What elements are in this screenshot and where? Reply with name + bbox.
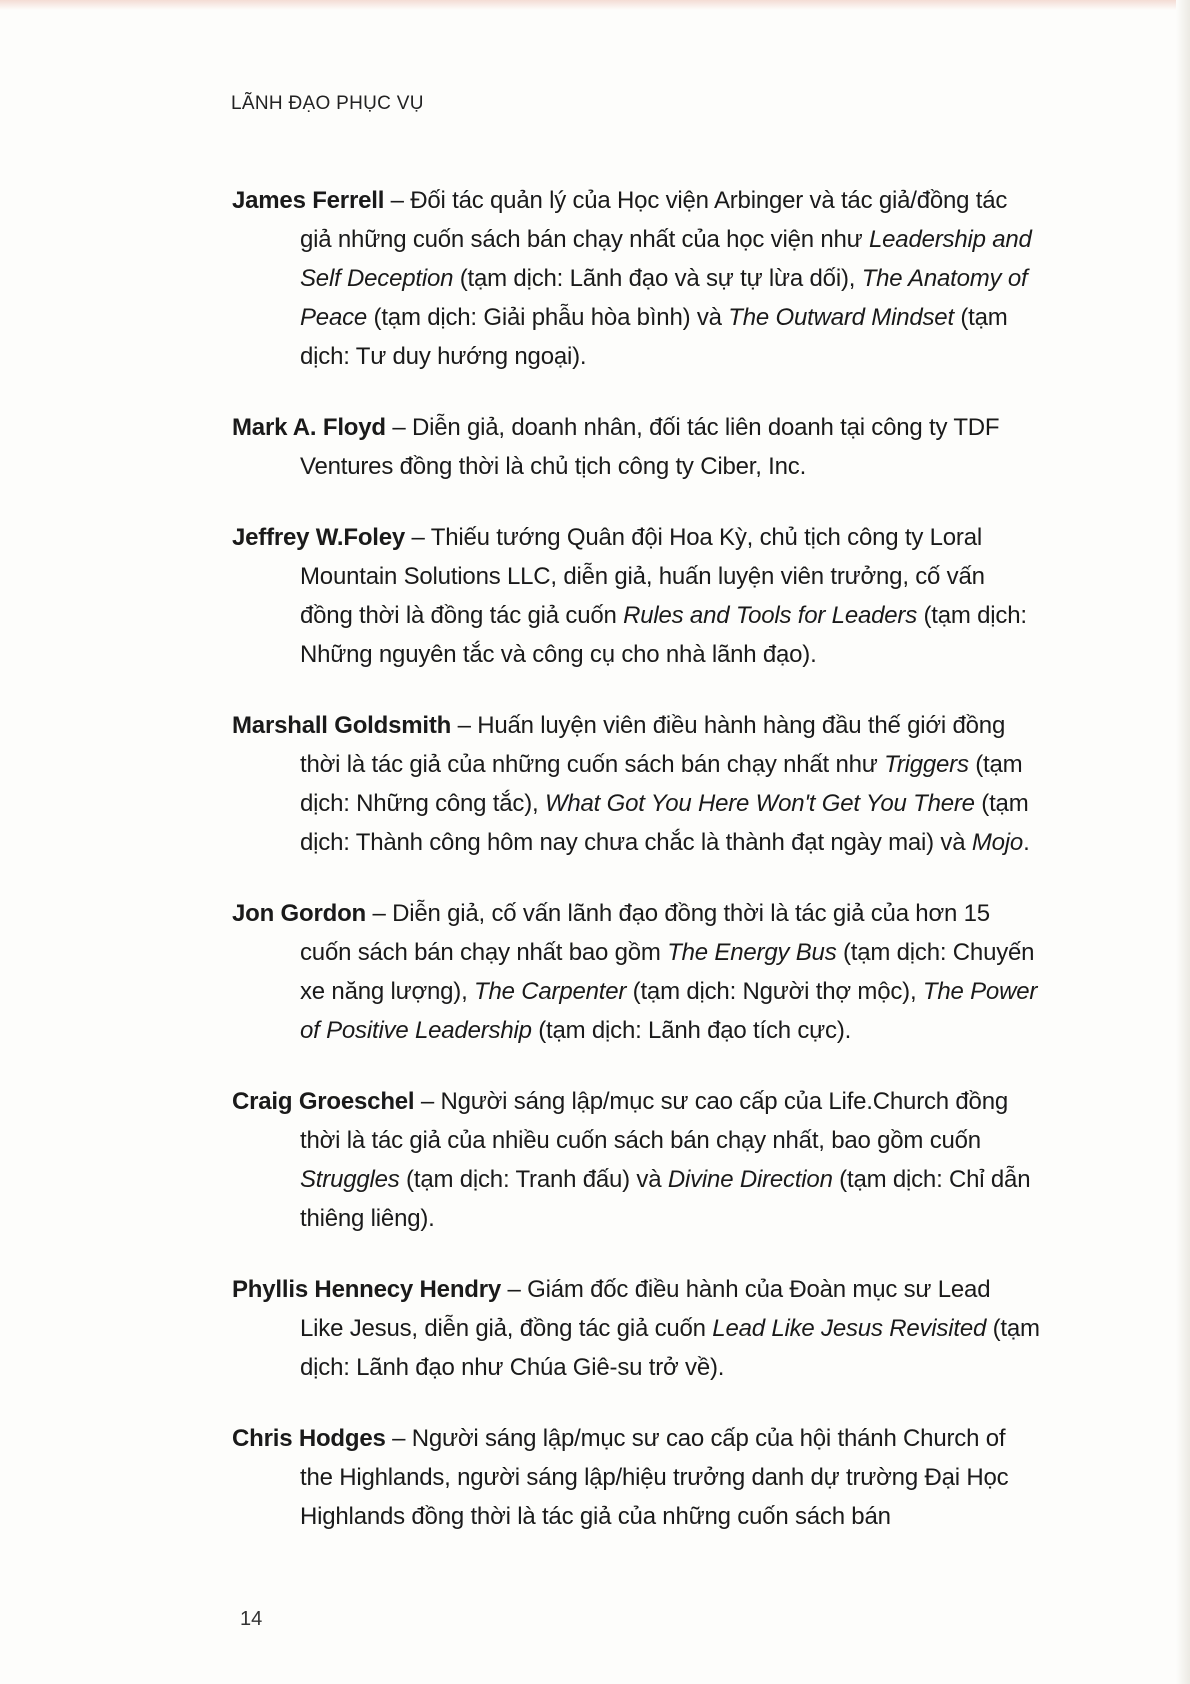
- running-header: LÃNH ĐẠO PHỤC VỤ: [231, 93, 424, 114]
- contributor-entry: James Ferrell – Đối tác quản lý của Học viện Arbinger và tác giả/đồng tác giả những cuốn sách bán chạy nhất của học viện như Leadership and Self Deception (tạm dịch: Lãnh đạo và sự tự lừa dối), The Anatomy of Peace (tạm dịch: Giải phẫu hòa bình) và The Outward Mindset (tạm dịch: Tư duy hướng ngoại).: [232, 187, 1032, 370]
- contributor-entry: Jon Gordon – Diễn giả, cố vấn lãnh đạo đồng thời là tác giả của hơn 15 cuốn sách bán chạy nhất bao gồm The Energy Bus (tạm dịch: Chuyến xe năng lượng), The Carpenter (tạm dịch: Người thợ mộc), The Power of Positive Leadership (tạm dịch: Lãnh đạo tích cực).: [232, 900, 1038, 1044]
- book-title: The Carpenter: [474, 978, 627, 1005]
- contributor-entry: Mark A. Floyd – Diễn giả, doanh nhân, đối tác liên doanh tại công ty TDF Ventures đồng thời là chủ tịch công ty Ciber, Inc.: [232, 414, 1000, 480]
- page-right-edge: [1176, 0, 1190, 1684]
- page-top-edge: [0, 0, 1190, 10]
- contributor-name: Craig Groeschel: [232, 1088, 415, 1115]
- contributor-entry: Chris Hodges – Người sáng lập/mục sư cao cấp của hội thánh Church of the Highlands, người sáng lập/hiệu trưởng danh dự trường Đại Học Highlands đồng thời là tác giả của những cuốn sách bán: [232, 1425, 1009, 1530]
- book-title: What Got You Here Won't Get You There: [544, 790, 975, 817]
- book-title: The Anatomy of Peace: [300, 265, 1028, 331]
- contributor-name: Jon Gordon: [232, 900, 366, 927]
- contributor-name: Marshall Goldsmith: [232, 712, 452, 739]
- book-title: The Outward Mindset: [728, 304, 954, 331]
- page-number: 14: [240, 1608, 263, 1630]
- contributor-entry: Phyllis Hennecy Hendry – Giám đốc điều hành của Đoàn mục sư Lead Like Jesus, diễn giả, đồng tác giả cuốn Lead Like Jesus Revisited (tạm dịch: Lãnh đạo như Chúa Giê-su trở về).: [232, 1276, 1040, 1381]
- contributor-name: Phyllis Hennecy Hendry: [232, 1276, 502, 1303]
- contributor-name: Mark A. Floyd: [232, 414, 386, 441]
- contributor-entry: Jeffrey W.Foley – Thiếu tướng Quân đội Hoa Kỳ, chủ tịch công ty Loral Mountain Solutions LLC, diễn giả, huấn luyện viên trưởng, cố vấn đồng thời là đồng tác giả cuốn Rules and Tools for Leaders (tạm dịch: Những nguyên tắc và công cụ cho nhà lãnh đạo).: [232, 524, 1027, 668]
- contributor-entry: Marshall Goldsmith – Huấn luyện viên điều hành hàng đầu thế giới đồng thời là tác giả của những cuốn sách bán chạy nhất như Triggers (tạm dịch: Những công tắc), What Got You Here Won't Get You There (tạm dịch: Thành công hôm nay chưa chắc là thành đạt ngày mai) và Mojo.: [232, 712, 1030, 856]
- book-title: Lead Like Jesus Revisited: [712, 1315, 987, 1342]
- contributor-entry: Craig Groeschel – Người sáng lập/mục sư cao cấp của Life.Church đồng thời là tác giả của nhiều cuốn sách bán chạy nhất, bao gồm cuốn Struggles (tạm dịch: Tranh đấu) và Divine Direction (tạm dịch: Chỉ dẫn thiêng liêng).: [232, 1088, 1031, 1232]
- book-title: Divine Direction: [667, 1166, 833, 1193]
- book-title: The Energy Bus: [667, 939, 837, 966]
- contributor-name: Jeffrey W.Foley: [232, 524, 406, 551]
- contributor-name: James Ferrell: [232, 187, 385, 214]
- book-title: Leadership and Self Deception: [300, 226, 1032, 292]
- book-title: Triggers: [884, 751, 969, 778]
- book-title: The Power of Positive Leadership: [300, 978, 1038, 1044]
- contributor-name: Chris Hodges: [232, 1425, 386, 1452]
- book-title: Rules and Tools for Leaders: [623, 602, 918, 629]
- book-title: Struggles: [300, 1166, 400, 1193]
- book-title: Mojo: [971, 829, 1024, 856]
- contributor-list: [232, 181, 1040, 1568]
